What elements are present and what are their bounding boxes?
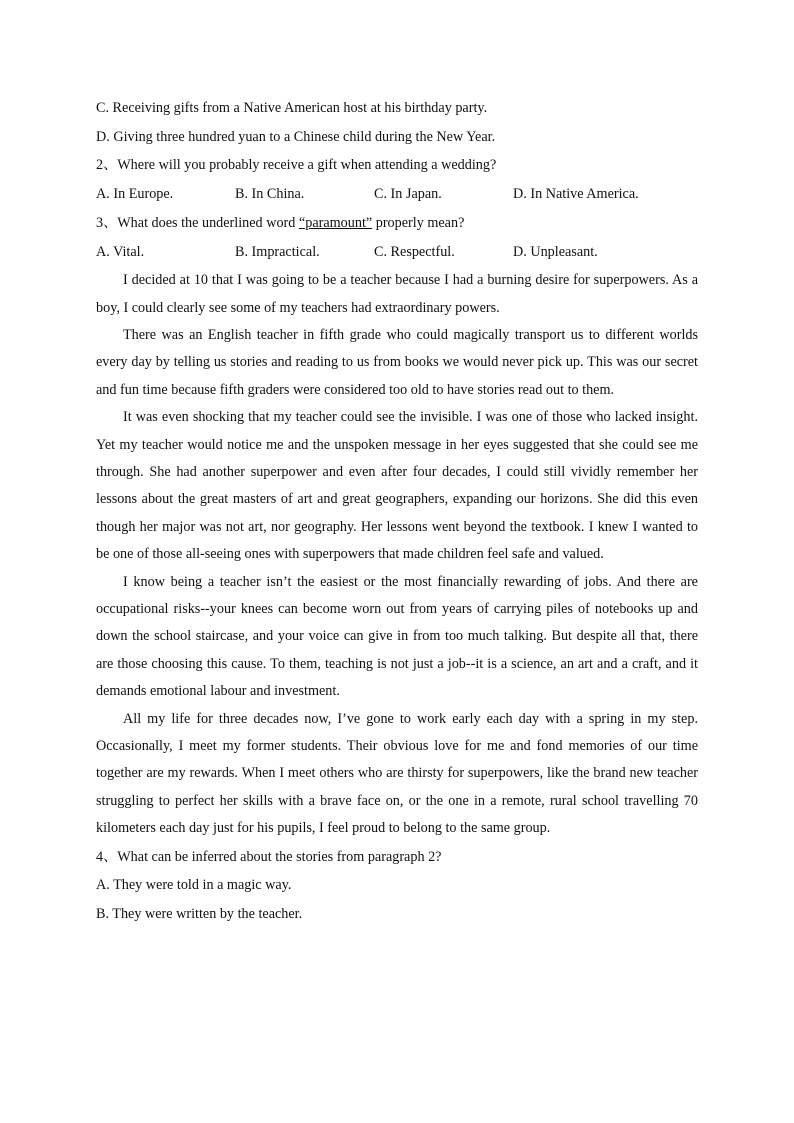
q3-question-start: 3、What does the underlined word	[96, 215, 299, 232]
passage-paragraph-4: I know being a teacher isn’t the easiest or the most financially rewarding of jobs. And there are occupational risks--your knees can become worn out from years of carrying piles of notebooks up and down the school staircase, and your voice can give in from too much talking. But despite all that, there are those choosing this cause. To them, teaching is not just a job--it is a science, an art and a craft, and it demands emotional labour and investment.	[96, 573, 698, 700]
q1-option-d: D. Giving three hundred yuan to a Chinese child during the New Year.	[96, 128, 496, 145]
exam-page	[96, 94, 698, 928]
q2-option-c: C. In Japan.	[374, 185, 442, 202]
q3-option-b: B. Impractical.	[235, 243, 320, 260]
passage-paragraph-5: All my life for three decades now, I’ve gone to work early each day with a spring in my step. Occasionally, I meet my former students. Their obvious love for me and fond memories of our time together are my rewards. When I meet others who are thirsty for superpowers, like the brand new teacher struggling to perfect her skills with a brave face on, or the one in a remote, rural school travelling 70 kilometers each day just for his pupils, I feel proud to belong to the same group.	[96, 710, 698, 837]
q4-option-b: B. They were written by the teacher.	[96, 905, 303, 922]
q2-option-a: A. In Europe.	[96, 185, 174, 202]
q3-underlined-word: “paramount”	[298, 215, 373, 232]
q4-question: 4、What can be inferred about the stories from paragraph 2?	[96, 848, 442, 865]
q3-question-end: properly mean?	[372, 215, 465, 232]
q3-option-d: D. Unpleasant.	[513, 243, 598, 260]
passage-paragraph-2: There was an English teacher in fifth grade who could magically transport us to different worlds every day by telling us stories and reading to us from books we would never pick up. This was our secret and fun time because fifth graders were considered too old to have stories read out to them.	[96, 326, 698, 398]
q4-option-a: A. They were told in a magic way.	[96, 877, 292, 894]
passage-paragraph-1: I decided at 10 that I was going to be a teacher because I had a burning desire for superpowers. As a boy, I could clearly see some of my teachers had extraordinary powers.	[96, 272, 698, 316]
q3-options	[96, 238, 698, 267]
passage-paragraph-3: It was even shocking that my teacher could see the invisible. I was one of those who lacked insight. Yet my teacher would notice me and the unspoken message in her eyes suggested that she could see me through. She had another superpower and even after four decades, I could still vividly remember her lessons about the great masters of art and great geographers, expanding our horizons. She did this even though her major was not art, nor geography. Her lessons went beyond the textbook. I knew I wanted to be one of those all-seeing ones with superpowers that made children feel safe and valued.	[96, 409, 698, 563]
q3-option-a: A. Vital.	[96, 243, 145, 260]
q3-question	[96, 209, 698, 238]
q1-option-c: C. Receiving gifts from a Native American host at his birthday party.	[96, 100, 488, 116]
q2-option-b: B. In China.	[235, 185, 305, 202]
q2-question: 2、Where will you probably receive a gift when attending a wedding?	[96, 157, 497, 174]
q2-options	[96, 180, 698, 209]
q3-option-c: C. Respectful.	[374, 243, 455, 260]
q2-option-d: D. In Native America.	[513, 185, 639, 202]
